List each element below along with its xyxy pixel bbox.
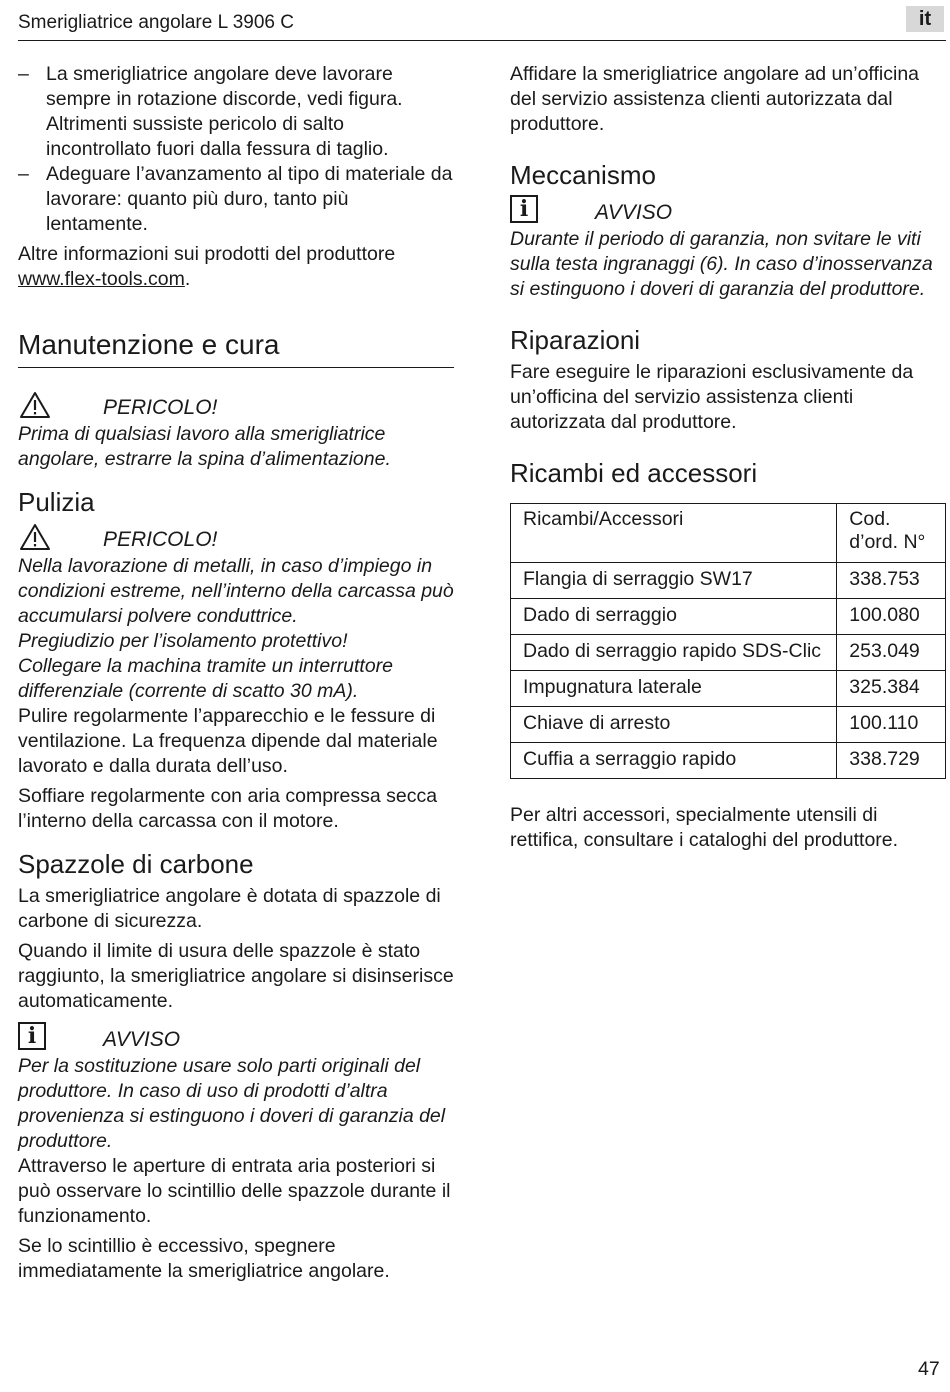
brushes-paragraph: Se lo scintillio è eccessivo, spegnere immediatamente la smerigliatrice angolare. [18,1235,390,1282]
table-row [511,671,946,707]
part-code-cell: 100.080 [837,599,946,635]
info-icon: i [18,1022,70,1052]
danger-text: Pregiudizio per l’isolamento protettivo! [18,630,348,652]
brushes-paragraph: La smerigliatrice angolare è dotata di spazzole di carbone di sicurezza. [18,885,441,932]
section-title-repairs: Riparazioni [510,325,641,355]
warning-triangle-icon [18,390,70,420]
notice-text: Durante il periodo di garanzia, non svitare le viti sulla testa ingranaggi (6). In caso d’inosservanza si estinguono i doveri di garanzia del produttore. [510,228,933,300]
part-name-cell: Chiave di arresto [511,707,837,743]
column-header: Ricambi/Accessori [511,504,837,563]
right-column [510,62,946,853]
brushes-paragraph: Quando il limite di usura delle spazzole è stato raggiunto, la smerigliatrice angolare si disinserisce automaticamente. [18,940,454,1012]
danger-text: Collegare la machina tramite un interruttore differenziale (corrente di scatto 30 mA). [18,655,394,702]
warning-triangle-icon [18,522,70,552]
part-code-cell: 325.384 [837,671,946,707]
notice-text: Per la sostituzione usare solo parti originali del produttore. In caso di uso di prodotti d’altra provenienza si estinguono i doveri di garanzia del produttore. [18,1055,446,1152]
table-header-row [511,504,946,563]
page-header-title: Smerigliatrice angolare L 3906 C [18,12,295,33]
accessories-footnote: Per altri accessori, specialmente utensili di rettifica, consultare i cataloghi del produttore. [510,804,899,851]
notice-label: AVVISO [103,1028,181,1051]
danger-text: Prima di qualsiasi lavoro alla smerigliatrice angolare, estrarre la spina d’alimentazione. [18,423,391,470]
danger-text: Nella lavorazione di metalli, in caso d’impiego in condizioni estreme, nell’interno della carcassa può accumularsi polvere conduttrice. [18,555,454,627]
danger-label: PERICOLO! [103,528,218,551]
dash-marker: – [18,63,29,85]
manufacturer-website-link[interactable]: www.flex-tools.com [18,268,185,290]
parts-table [510,503,946,779]
section-title-brushes: Spazzole di carbone [18,849,254,879]
part-name-cell: Dado di serraggio [511,599,837,635]
cleaning-paragraph: Soffiare regolarmente con aria compressa secca l’interno della carcassa con il motore. [18,785,438,832]
part-name-cell: Cuffia a serraggio rapido [511,743,837,779]
brushes-paragraph: Attraverso le aperture di entrata aria posteriori si può osservare lo scintillio delle spazzole durante il funzionamento. [18,1155,451,1227]
instruction-list [18,62,454,237]
table-row [511,743,946,779]
info-icon: i [510,195,562,225]
section-title-maintenance: Manutenzione e cura [18,328,454,368]
header-rule [18,40,946,41]
danger-label: PERICOLO! [103,396,218,419]
product-info-paragraph: Altre informazioni sui prodotti del produttore www.flex-tools.com. [18,243,396,290]
service-paragraph: Affidare la smerigliatrice angolare ad un’officina del servizio assistenza clienti autorizzata dal produttore. [510,63,920,135]
part-code-cell: 338.729 [837,743,946,779]
danger-notice-cleaning [18,522,454,704]
part-name-cell: Dado di serraggio rapido SDS-Clic [511,635,837,671]
part-code-cell: 100.110 [837,707,946,743]
part-code-cell: 338.753 [837,563,946,599]
cleaning-paragraph: Pulire regolarmente l’apparecchio e le fessure di ventilazione. La frequenza dipende dal materiale lavorato e dalla durata dell’uso. [18,705,438,777]
notice-label: AVVISO [595,201,673,224]
section-title-cleaning: Pulizia [18,487,95,517]
repairs-paragraph: Fare eseguire le riparazioni esclusivamente da un’officina del servizio assistenza clienti autorizzata dal produttore. [510,361,914,433]
section-title-parts: Ricambi ed accessori [510,458,758,488]
part-name-cell: Flangia di serraggio SW17 [511,563,837,599]
page-number: 47 [918,1358,940,1380]
dash-marker: – [18,163,29,185]
danger-notice-maintenance [18,390,454,472]
table-row [511,563,946,599]
language-badge: it [906,6,944,32]
part-code-cell: 253.049 [837,635,946,671]
table-row [511,635,946,671]
table-row [511,599,946,635]
section-title-mechanism: Meccanismo [510,160,656,190]
part-name-cell: Impugnatura laterale [511,671,837,707]
list-item: – Adeguare l’avanzamento al tipo di materiale da lavorare: quanto più duro, tanto più lentamente. [18,163,453,235]
table-row [511,707,946,743]
list-item: – La smerigliatrice angolare deve lavorare sempre in rotazione discorde, vedi figura. Altrimenti sussiste pericolo di salto incontrollato fuori dalla fessura di taglio. [18,63,403,160]
column-header: Cod. d’ord. N° [837,504,946,563]
info-notice-mechanism [510,195,946,302]
left-column [18,62,454,1284]
info-notice-brushes [18,1022,454,1154]
